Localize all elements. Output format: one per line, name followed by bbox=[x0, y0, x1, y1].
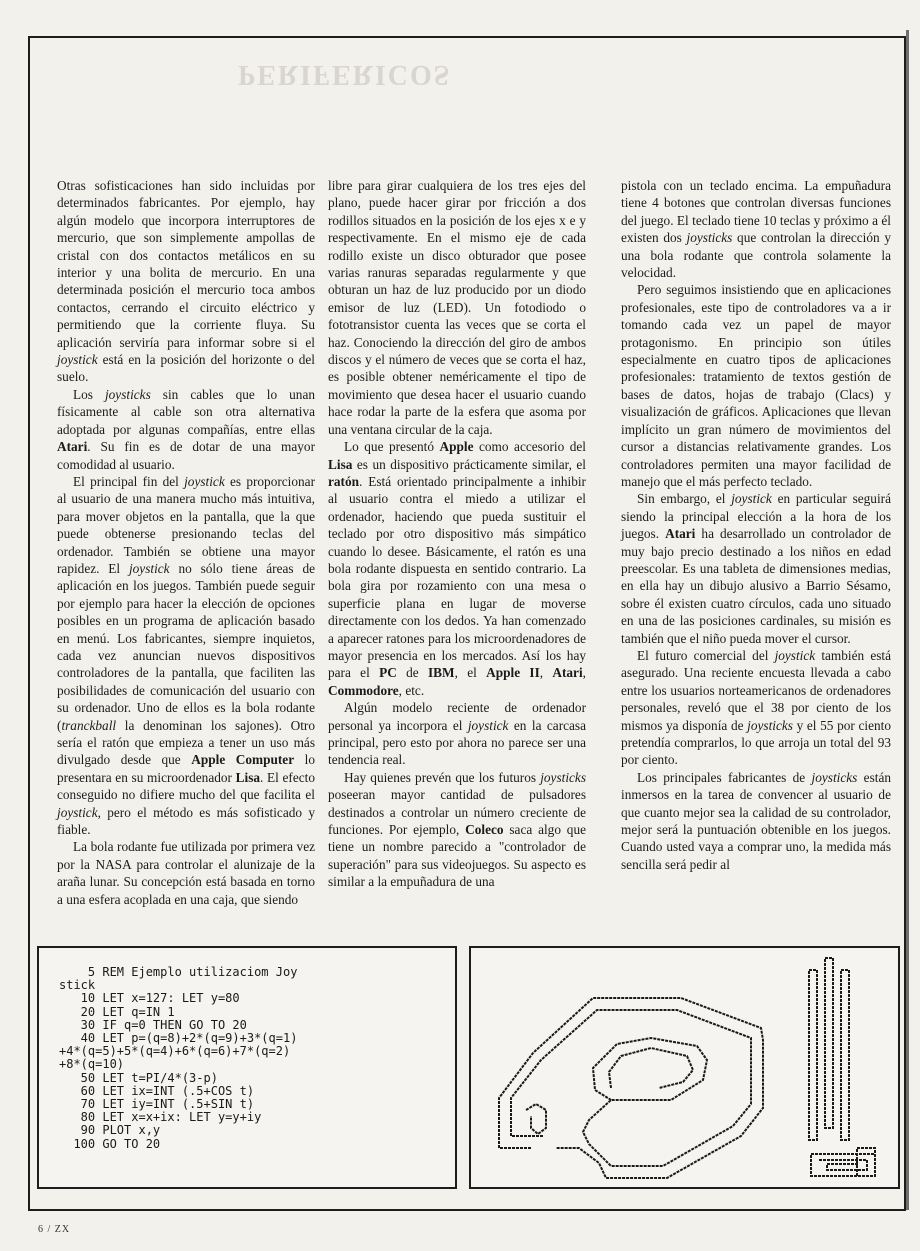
code-line: 60 LET ix=INT (.5+COS t) bbox=[59, 1083, 255, 1098]
screen-output-box bbox=[469, 946, 900, 1189]
code-line: 80 LET x=x+ix: LET y=y+iy bbox=[59, 1110, 262, 1125]
spiral-inner-line bbox=[511, 1010, 751, 1166]
paragraph: Lo que presentó Apple como accesorio del Lisa es un dispositivo prácticamente similar, el ratón. Está orientado principalmente a inhibir al usuario contra el miedo a utilizar el ordenador, haciendo que pueda sustituir el teclado por otro dispositivo más simpático cuando lo desee. Básicamente, el ratón es una bola rodante dispuesta en sentido contrario. La bola gira por rozamiento con una mesa o superficie plana en lugar de moverse directamente con los dedos. Ya han comenzado a aparecer ratones para los microordenadores de mayor presencia en los mercados. Así los hay para el PC de IBM, el Apple II, Atari, Commodore, etc. bbox=[328, 439, 586, 698]
article-body bbox=[57, 177, 891, 907]
bar-2 bbox=[825, 958, 833, 1128]
spiral-outer-line bbox=[499, 998, 763, 1178]
code-line: 70 LET iy=INT (.5+SIN t) bbox=[59, 1097, 255, 1112]
paragraph: Sin embargo, el joystick en particular seguirá siendo la principal elección a la hora de los juegos. Atari ha desarrollado un controlador de muy bajo precio destinado a los niños en edad preescolar. Es una tableta de dimensiones medias, en ella hay un dibujo alusivo a Barrio Sésamo, sobre él existen cuatro círculos, cada uno situado en una de las posiciones cardinales, su misión es también que el niño pueda mover el cursor. bbox=[621, 491, 891, 646]
paragraph: Pero seguimos insistiendo que en aplicaciones profesionales, este tipo de controladores va a ir tomando cada vez un papel de mayor protagonismo. En principio son útiles especialmente en cuatro tipos de aplicaciones profesionales: tratamiento de textos gestión de bases de datos, hojas de trabajo (Clacs) y visualización de gráficos. Aplicaciones que llevan implícito un gran número de movimientos del cursor a distancias relativamente grandes. Los controladores permiten una mayor facilidad de manejo que el más perfecto teclado. bbox=[621, 282, 891, 489]
maze-block bbox=[811, 1154, 875, 1176]
code-line: stick bbox=[59, 978, 96, 993]
column-3 bbox=[621, 177, 891, 873]
hook-shape bbox=[526, 1104, 546, 1134]
paragraph: Otras sofisticaciones han sido incluidas por determinados fabricantes. Por ejemplo, hay algún modelo que incorpora interruptores de mercurio, que son simplemente ampollas de cristal con dos contactos metálicos en su interior y una bolita de mercurio. En una determinada posición el mercurio toca ambos contactos, cerrando el circuito eléctrico y permitiendo que la corriente fluya. Su aplicación serviría para informar sobre si el joystick está en la posición del horizonte o del suelo. bbox=[57, 178, 315, 385]
bar-3 bbox=[841, 970, 849, 1140]
column-1 bbox=[57, 177, 315, 908]
code-line: 30 IF q=0 THEN GO TO 20 bbox=[59, 1017, 247, 1032]
code-line: +4*(q=5)+5*(q=4)+6*(q=6)+7*(q=2) bbox=[59, 1044, 291, 1059]
paragraph: libre para girar cualquiera de los tres ejes del plano, puede hacer girar por fricción a dos rodillos situados en la posición de los ejes x e y respectivamente. En el mismo eje de cada rodillo existe un disco obturador que posee varias ranuras separadas regularmente y que obturan un haz de luz producido por un diodo emisor de luz (LED). Un fotodiodo o fototransistor cuenta las veces que se corta el haz. Conociendo la dirección del giro de ambos discos y el número de veces que se corta el haz, es posible obtener neméricamente el tipo de movimiento que desea hacer el usuario cuando hace rodar la parte de la esfera que asoma por una ventana circular de la caja. bbox=[328, 178, 586, 437]
right-edge-rule bbox=[906, 30, 909, 1210]
spiral-core-line bbox=[609, 1048, 693, 1088]
paragraph: Los principales fabricantes de joysticks están inmersos en la tarea de convencer al usuario de que cuanto mejor sea la calidad de su controlador, mejor será la puntuación obtenible en los juegos. Cuando usted vaya a comprar uno, la medida más sencilla será pedir al bbox=[621, 769, 891, 872]
code-line: 5 REM Ejemplo utilizaciom Joy bbox=[59, 965, 298, 979]
code-line: 50 LET t=PI/4*(3-p) bbox=[59, 1070, 218, 1085]
code-line: 10 LET x=127: LET y=80 bbox=[59, 991, 240, 1006]
code-line: 40 LET p=(q=8)+2*(q=9)+3*(q=1) bbox=[59, 1031, 298, 1046]
paragraph: El principal fin del joystick es proporcionar al usuario de una manera mucho más intuitiva, para mover objetos en la pantalla, que la que puede obtenerse presionando teclas del ordenador. También se obtiene una mayor rapidez. El joystick no sólo tiene áreas de aplicación en los juegos. También puede seguir por ejemplo para hacer la elección de opciones posibles en un programa de aplicación basado en menú. Los fabricantes, siempre inquietos, cada vez anuncian nuevos dispositivos controladores de la pantalla, que faciliten las posibilidades de comunicación del usuario con su ordenador. Uno de ellos es la bola rodante (tranckball la denominan los sajones). Otro sería el ratón que empieza a tener un uso más divulgado desde que Apple Computer lo presentara en su microordenador Lisa. El efecto conseguido no difiere mucho del que facilita el joystick, pero el método es más sofisticado y fiable. bbox=[57, 473, 316, 838]
code-line: 90 PLOT x,y bbox=[59, 1123, 161, 1138]
column-2 bbox=[328, 177, 586, 891]
code-line: 20 LET q=IN 1 bbox=[59, 1004, 175, 1019]
paragraph: Algún modelo reciente de ordenador personal ya incorpora el joystick en la carcasa principal, pero esto por ahora no parece ser una tendencia real. bbox=[328, 700, 587, 768]
paragraph: pistola con un teclado encima. La empuñadura tiene 4 botones que controlan diversas funciones del juego. El teclado tiene 10 teclas y próximo a él existen dos joysticks que controlan la dirección y una bola rodante que controla solamente la velocidad. bbox=[621, 178, 891, 281]
bar-1 bbox=[809, 970, 817, 1140]
paragraph: Los joysticks sin cables que lo unan físicamente al cable son otra alternativa adoptada por algunas compañías, entre ellas Atari. Su fin es de dotar de una mayor comodidad al usuario. bbox=[57, 386, 315, 472]
bleed-through-header: PERIFERICOS bbox=[238, 59, 452, 90]
paragraph: La bola rodante fue utilizada por primera vez por la NASA para controlar el alunizaje de la araña lunar. Su concepción está basada en torno a una esfera acoplada en una caja, que siendo bbox=[57, 839, 315, 907]
code-line: +8*(q=10) bbox=[59, 1057, 125, 1072]
basic-listing bbox=[59, 966, 297, 1151]
joystick-drawing bbox=[471, 948, 902, 1191]
paragraph: El futuro comercial del joystick también está asegurado. Una reciente encuesta llevada a cabo entre los usuarios norteamericanos de ordenadores personales, reveló que el 38 por ciento de los mismos ya disponía de joysticks y el 55 por ciento pretendía comprarlos, lo que arroja un total del 93 por ciento. bbox=[621, 647, 891, 768]
page-folio: 6 / ZX bbox=[38, 1224, 71, 1235]
code-line: 100 GO TO 20 bbox=[59, 1136, 161, 1151]
program-listing-box bbox=[37, 946, 457, 1189]
paragraph: Hay quienes prevén que los futuros joysticks poseeran mayor cantidad de pulsadores destinados a controlar un número creciente de funciones. Por ejemplo, Coleco saca algo que tiene un nombre parecido a "controlador de superación" para sus videojuegos. Su aspecto es similar a la empuñadura de una bbox=[328, 769, 586, 890]
